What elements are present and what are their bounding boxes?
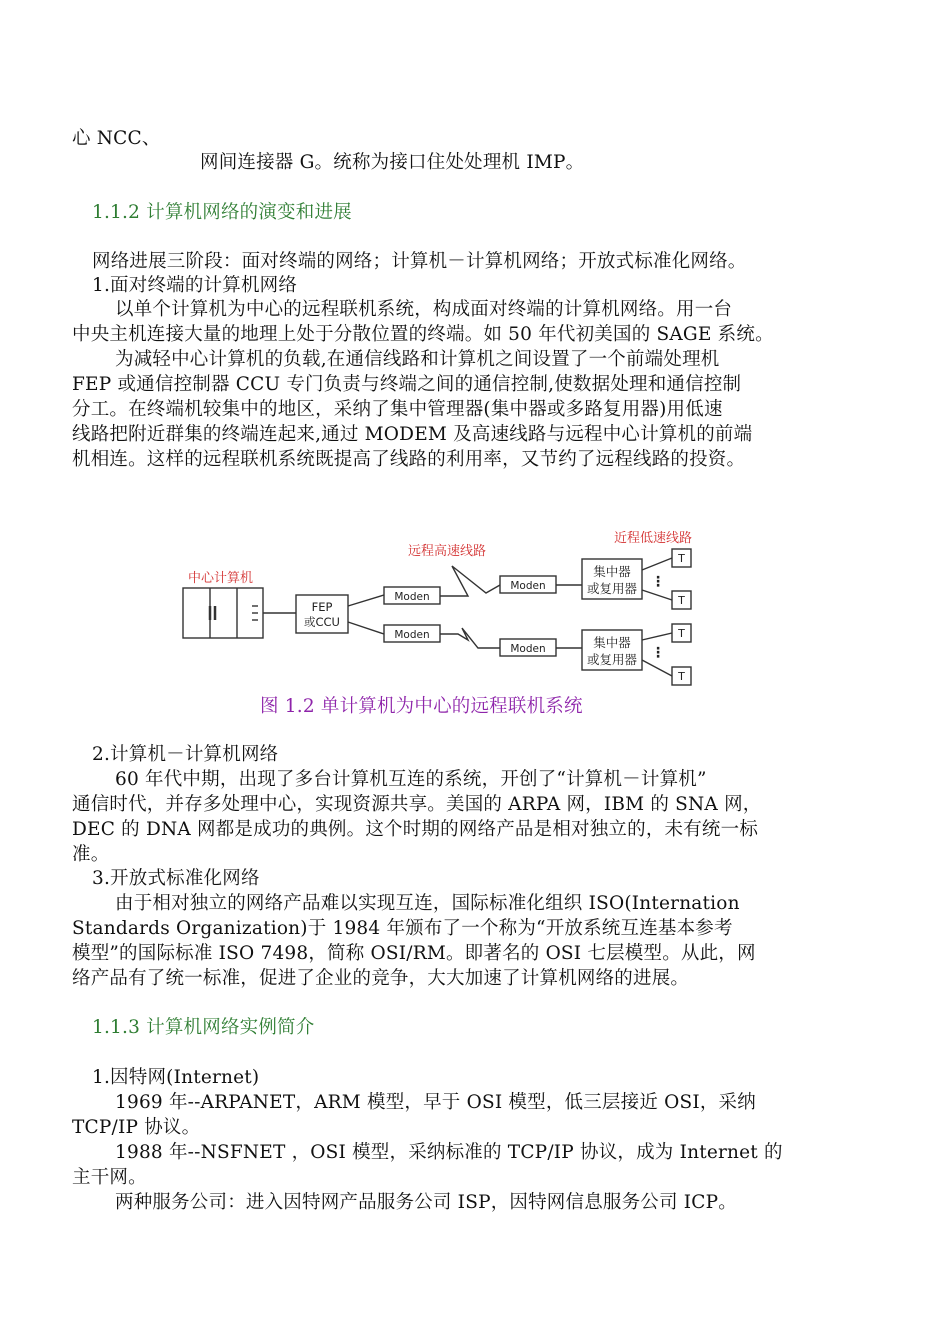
label-terminal: T [678, 594, 685, 607]
text-line: 60 年代中期，出现了多台计算机互连的系统，开创了“计算机－计算机” [115, 769, 707, 790]
text-line: 模型”的国际标准 ISO 7498，简称 OSI/RM。即著名的 OSI 七层模型。从此，网 [72, 943, 756, 964]
text-line: 线路把附近群集的终端连起来,通过 MODEM 及高速线路与远程中心计算机的前端 [72, 424, 753, 445]
ellipsis-icon: ⋮ [651, 574, 665, 590]
label-terminal: T [678, 670, 685, 683]
central-computer-box [183, 588, 263, 638]
text-line: 1969 年--ARPANET，ARM 模型，早于 OSI 模型，低三层接近 OSI，采纳 [115, 1092, 756, 1113]
text-line: DEC 的 DNA 网都是成功的典例。这个时期的网络产品是相对独立的，未有统一标 [72, 819, 759, 840]
label-terminal: T [678, 627, 685, 640]
text-line: 分工。在终端机较集中的地区，采纳了集中管理器(集中器或多路复用器)用低速 [72, 399, 723, 420]
text-line: 两种服务公司：进入因特网产品服务公司 ISP，因特网信息服务公司 ICP。 [115, 1192, 738, 1213]
text-line: 为减轻中心计算机的负载,在通信线路和计算机之间设置了一个前端处理机 [115, 349, 720, 370]
text-line: 以单个计算机为中心的远程联机系统，构成面对终端的计算机网络。用一台 [115, 299, 733, 320]
label-modem: Moden [510, 643, 546, 655]
label-modem: Moden [394, 629, 430, 641]
label-modem: Moden [510, 580, 546, 592]
text-line: 准。 [72, 844, 110, 865]
text-line: TCP/IP 协议。 [72, 1117, 201, 1138]
text-line: 中央主机连接大量的地理上处于分散位置的终端。如 50 年代初美国的 SAGE 系统。 [72, 324, 774, 345]
subsection-title: 3.开放式标准化网络 [92, 868, 260, 889]
text-line: 由于相对独立的网络产品难以实现互连，国际标准化组织 ISO(Internation [115, 893, 740, 914]
figure-caption: 图 1.2 单计算机为中心的远程联机系统 [260, 696, 583, 717]
text-line: Standards Organization)于 1984 年颁布了一个称为“开放系统互连基本参考 [72, 918, 733, 939]
ellipsis-icon: ⋮ [651, 645, 665, 661]
text-line: 通信时代，并存多处理中心，实现资源共享。美国的 ARPA 网，IBM 的 SNA 网， [72, 794, 762, 815]
label-fep: FEP [311, 600, 333, 614]
text-line: 网络进展三阶段：面对终端的网络；计算机－计算机网络；开放式标准化网络。 [92, 251, 747, 272]
section-heading-1-1-3: 1.1.3 计算机网络实例简介 [92, 1017, 315, 1038]
label-highspeed-line: 远程高速线路 [408, 544, 487, 559]
text-line: FEP 或通信控制器 CCU 专门负责与终端之间的通信控制,使数据处理和通信控制 [72, 374, 742, 395]
text-line: 主干网。 [72, 1167, 147, 1188]
subsection-title: 1.因特网(Internet) [92, 1067, 260, 1088]
label-concentrator: 或复用器 [586, 652, 638, 667]
label-center-computer: 中心计算机 [188, 571, 254, 586]
label-ccu: 或CCU [304, 615, 340, 629]
label-lowspeed-line: 近程低速线路 [614, 531, 693, 546]
label-concentrator: 或复用器 [586, 581, 638, 596]
text-line: 心 NCC、 [72, 128, 161, 149]
label-concentrator: 集中器 [593, 635, 631, 650]
label-terminal: T [678, 552, 685, 565]
text-line: 1988 年--NSFNET ，OSI 模型，采纳标准的 TCP/IP 协议，成为 Internet 的 [115, 1142, 783, 1163]
text-line: 络产品有了统一标准，促进了企业的竞争，大大加速了计算机网络的进展。 [72, 968, 690, 989]
label-concentrator: 集中器 [593, 564, 631, 579]
text-line: 机相连。这样的远程联机系统既提高了线路的利用率，又节约了远程线路的投资。 [72, 449, 746, 470]
text-line: 网间连接器 G。统称为接口住处处理机 IMP。 [200, 152, 585, 173]
section-heading-1-1-2: 1.1.2 计算机网络的演变和进展 [92, 202, 352, 223]
label-modem: Moden [394, 591, 430, 603]
subsection-title: 1.面对终端的计算机网络 [92, 275, 298, 296]
subsection-title: 2.计算机－计算机网络 [92, 744, 279, 765]
